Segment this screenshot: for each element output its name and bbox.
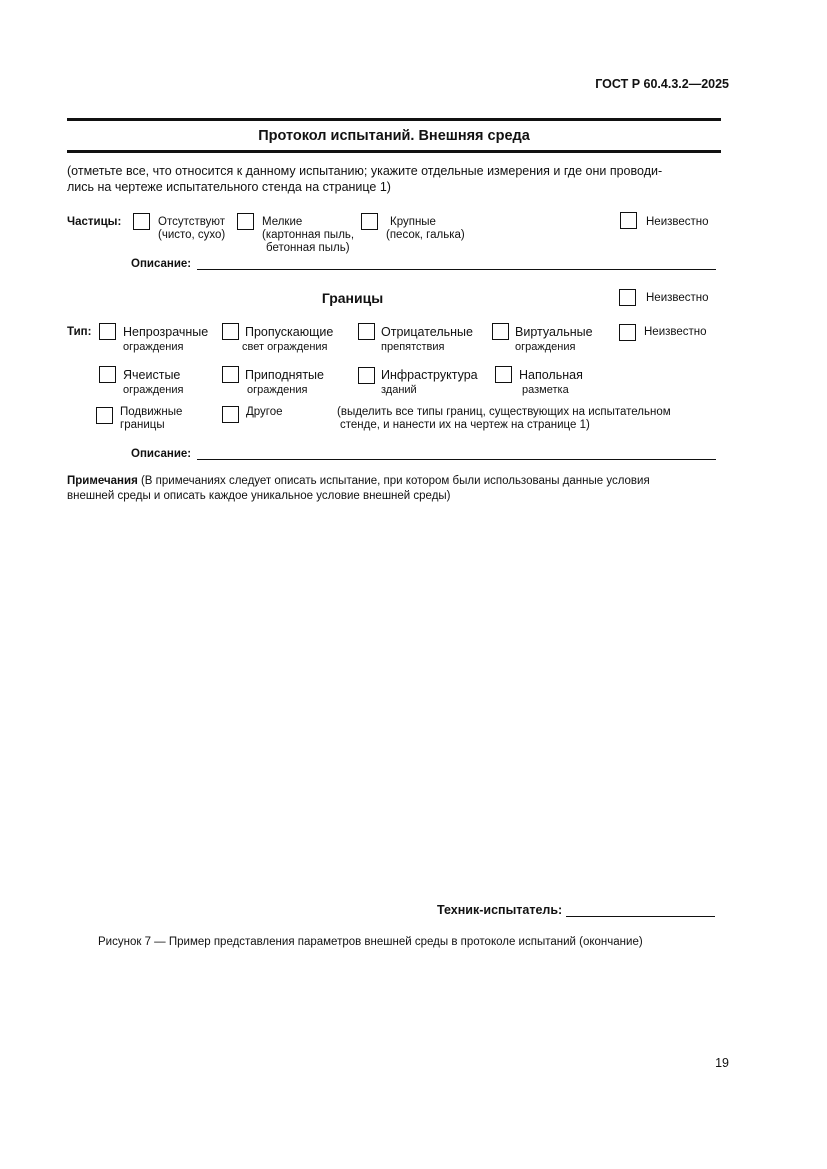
option-note: бетонная пыль) — [266, 242, 350, 254]
technician-label: Техник-испытатель: — [437, 903, 563, 917]
option-label: Непрозрачные — [123, 325, 209, 339]
option-label: Инфраструктура — [381, 368, 478, 382]
virtual-barriers-option — [515, 325, 593, 354]
checkbox-floor-marking[interactable] — [495, 366, 512, 383]
top-rule — [67, 118, 721, 121]
checkbox-mesh-barriers[interactable] — [99, 366, 116, 383]
translucent-barriers-option — [242, 325, 334, 354]
boundaries-description-label: Описание: — [131, 448, 192, 460]
notes-line-1 — [67, 474, 650, 489]
notes-section — [67, 474, 650, 504]
option-label: Напольная — [519, 368, 583, 382]
particles-description-field[interactable] — [197, 269, 716, 270]
option-note: свет ограждения — [242, 341, 328, 353]
hint-line-1: (выделить все типы границ, существующих на испытательном — [337, 406, 671, 418]
checkbox-translucent-barriers[interactable] — [222, 323, 239, 340]
particles-absent-option — [158, 216, 225, 242]
particles-description-label: Описание: — [131, 258, 192, 270]
checkbox-particles-fine[interactable] — [237, 213, 254, 230]
movable-boundaries-option — [120, 406, 182, 432]
negative-obstacles-option — [381, 325, 473, 354]
option-note: ограждения — [123, 341, 184, 353]
technician-signature-field[interactable] — [566, 916, 715, 917]
page-number: 19 — [715, 1056, 729, 1070]
option-label: Приподнятые — [245, 368, 324, 382]
checkbox-opaque-barriers[interactable] — [99, 323, 116, 340]
document-standard-number: ГОСТ Р 60.4.3.2—2025 — [595, 77, 729, 91]
hint-line-2: стенде, и нанести их на чертеж на странице 1) — [340, 419, 590, 431]
building-infrastructure-option — [381, 368, 478, 397]
option-note: зданий — [381, 384, 417, 396]
checkbox-raised-barriers[interactable] — [222, 366, 239, 383]
notes-label: Примечания — [67, 475, 138, 487]
form-instruction — [67, 163, 662, 195]
option-note: разметка — [522, 384, 569, 396]
option-label: Пропускающие — [245, 325, 334, 339]
notes-line-2: внешней среды и описать каждое уникальное условие внешней среды) — [67, 490, 451, 502]
particles-label: Частицы: — [67, 216, 122, 228]
option-note: ограждения — [247, 384, 308, 396]
option-label: Крупные — [390, 216, 436, 228]
notes-text: (В примечаниях следует описать испытание, при котором были использованы данные условия — [137, 475, 650, 487]
option-note: (чисто, сухо) — [158, 229, 226, 241]
floor-marking-option — [519, 368, 583, 397]
instruction-line-1: (отметьте все, что относится к данному испытанию; укажите отдельные измерения и где они проводи- — [67, 164, 663, 178]
checkbox-type-unknown[interactable] — [619, 324, 636, 341]
checkbox-virtual-barriers[interactable] — [492, 323, 509, 340]
option-note: границы — [120, 419, 165, 431]
checkbox-other[interactable] — [222, 406, 239, 423]
checkbox-particles-coarse[interactable] — [361, 213, 378, 230]
checkbox-particles-absent[interactable] — [133, 213, 150, 230]
type-label: Тип: — [67, 326, 92, 338]
option-note: препятствия — [381, 341, 445, 353]
checkbox-particles-unknown[interactable] — [620, 212, 637, 229]
particles-unknown-label: Неизвестно — [646, 216, 709, 228]
option-label: Отсутствуют — [158, 216, 225, 228]
option-note: (картонная пыль, — [262, 229, 355, 241]
boundaries-hint — [337, 406, 671, 432]
boundaries-unknown-label: Неизвестно — [646, 292, 709, 304]
option-label: Ячеистые — [123, 368, 181, 382]
option-label: Подвижные — [120, 406, 183, 418]
option-note: ограждения — [515, 341, 576, 353]
figure-caption: Рисунок 7 — Пример представления параметров внешней среды в протоколе испытаний (окончание) — [98, 936, 643, 948]
option-note: ограждения — [123, 384, 184, 396]
boundaries-title: Границы — [321, 290, 384, 306]
other-option-label: Другое — [246, 406, 283, 418]
checkbox-movable-boundaries[interactable] — [96, 407, 113, 424]
opaque-barriers-option — [123, 325, 208, 354]
instruction-line-2: лись на чертеже испытательного стенда на странице 1) — [67, 180, 391, 194]
title-rule — [67, 150, 721, 153]
particles-fine-option — [262, 216, 354, 255]
form-title: Протокол испытаний. Внешняя среда — [258, 128, 530, 144]
boundaries-description-field[interactable] — [197, 459, 716, 460]
option-label: Виртуальные — [515, 325, 593, 339]
checkbox-building-infrastructure[interactable] — [358, 367, 375, 384]
checkbox-negative-obstacles[interactable] — [358, 323, 375, 340]
option-label: Мелкие — [262, 216, 303, 228]
checkbox-boundaries-unknown[interactable] — [619, 289, 636, 306]
raised-barriers-option — [245, 368, 324, 397]
type-unknown-label: Неизвестно — [644, 326, 707, 338]
particles-coarse-option — [386, 216, 465, 242]
mesh-barriers-option — [123, 368, 183, 397]
option-label: Отрицательные — [381, 325, 473, 339]
option-note: (песок, галька) — [386, 229, 465, 241]
